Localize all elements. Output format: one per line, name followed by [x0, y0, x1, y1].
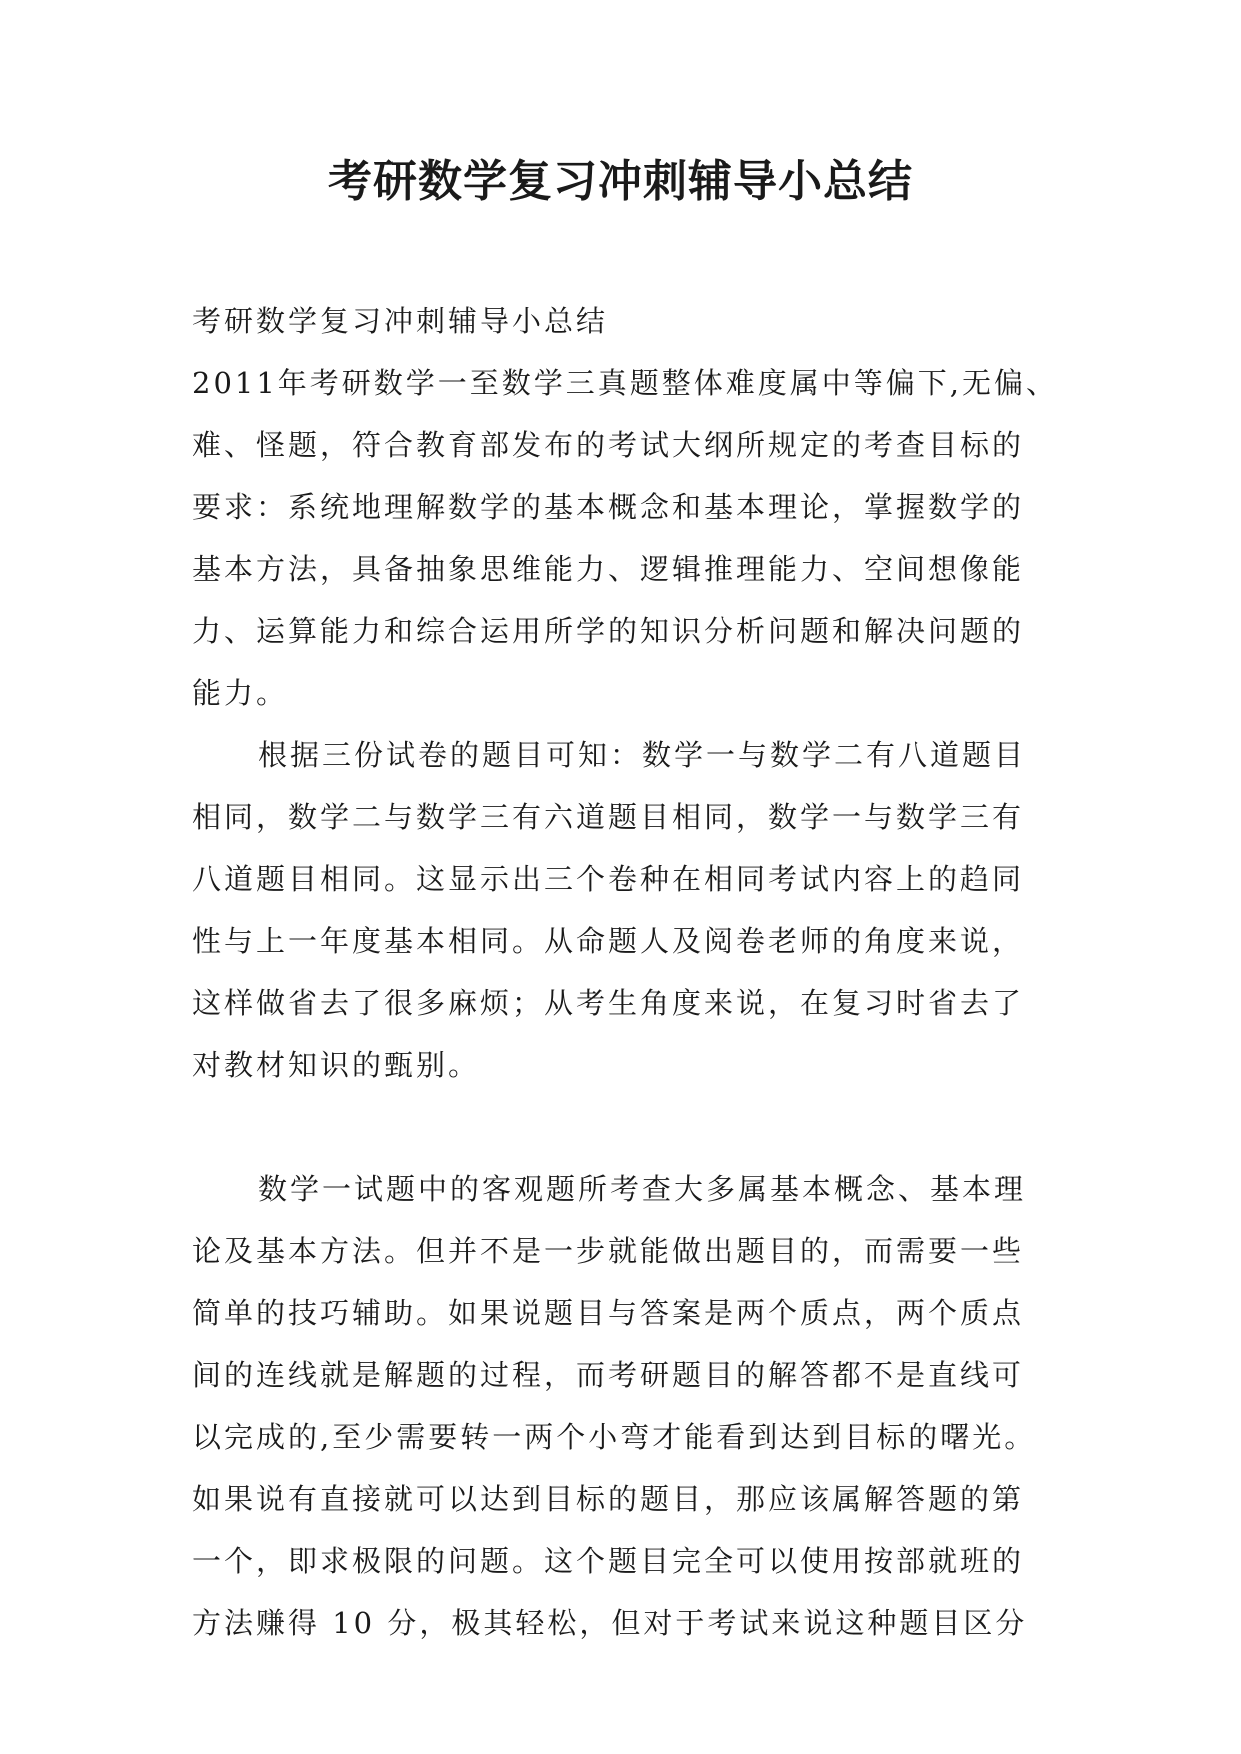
text-line: 以完成的,至少需要转一两个小弯才能看到达到目标的曙光。: [192, 1420, 1037, 1454]
text-line: 八道题目相同。这显示出三个卷种在相同考试内容上的趋同: [192, 862, 1025, 896]
text-line: 如果说有直接就可以达到目标的题目，那应该属解答题的第: [192, 1482, 1025, 1516]
paragraph-first-line: 数学一试题中的客观题所考查大多属基本概念、基本理: [258, 1172, 1027, 1206]
text-line: 性与上一年度基本相同。从命题人及阅卷老师的角度来说，: [192, 924, 1025, 958]
text-line: 基本方法，具备抽象思维能力、逻辑推理能力、空间想像能: [192, 552, 1025, 586]
text-line: 一个，即求极限的问题。这个题目完全可以使用按部就班的: [192, 1544, 1025, 1578]
text-line: 难、怪题，符合教育部发布的考试大纲所规定的考查目标的: [192, 428, 1025, 462]
paragraph-gap: [192, 1096, 1062, 1158]
document-body: [192, 290, 1062, 1654]
text-line: 要求：系统地理解数学的基本概念和基本理论，掌握数学的: [192, 490, 1025, 524]
text-line: 考研数学复习冲刺辅导小总结: [192, 304, 609, 338]
text-line: 论及基本方法。但并不是一步就能做出题目的，而需要一些: [192, 1234, 1025, 1268]
text-line: 能力。: [192, 676, 289, 710]
text-line: 这样做省去了很多麻烦；从考生角度来说，在复习时省去了: [192, 986, 1025, 1020]
text-line: 相同，数学二与数学三有六道题目相同，数学一与数学三有: [192, 800, 1025, 834]
text-line: 对教材知识的甄别。: [192, 1048, 481, 1082]
text-line: 简单的技巧辅助。如果说题目与答案是两个质点，两个质点: [192, 1296, 1025, 1330]
paragraph-first-line: 根据三份试卷的题目可知：数学一与数学二有八道题目: [258, 738, 1027, 772]
text-line: 力、运算能力和综合运用所学的知识分析问题和解决问题的: [192, 614, 1025, 648]
text-line: 方法赚得 10 分，极其轻松，但对于考试来说这种题目区分: [192, 1606, 1028, 1640]
text-line: 2011年考研数学一至数学三真题整体难度属中等偏下,无偏、: [192, 366, 1059, 400]
page-title: 考研数学复习冲刺辅导小总结: [328, 156, 913, 207]
text-line: 间的连线就是解题的过程，而考研题目的解答都不是直线可: [192, 1358, 1025, 1392]
